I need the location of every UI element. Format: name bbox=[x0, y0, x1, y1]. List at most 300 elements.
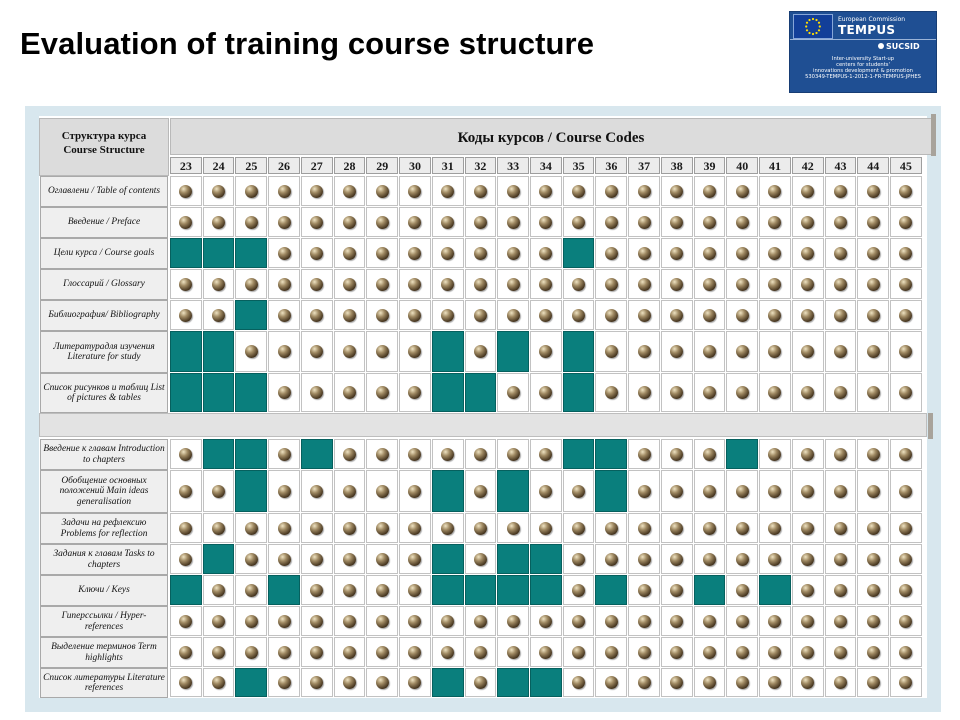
bullet-icon bbox=[801, 485, 814, 498]
bullet-icon bbox=[376, 615, 389, 628]
bullet-cell bbox=[694, 373, 726, 412]
row-label: Литературадля изучения Literature for study bbox=[40, 331, 168, 373]
teal-cell bbox=[563, 238, 595, 268]
bullet-icon bbox=[376, 522, 389, 535]
bullet-icon bbox=[310, 615, 323, 628]
bullet-cell bbox=[726, 373, 758, 412]
bullet-cell bbox=[497, 439, 529, 469]
bullet-cell bbox=[268, 606, 300, 636]
bullet-cell bbox=[792, 575, 824, 605]
teal-cell bbox=[595, 439, 627, 469]
bullet-icon bbox=[507, 216, 520, 229]
bullet-cell bbox=[170, 606, 202, 636]
bullet-cell bbox=[170, 668, 202, 697]
bullet-cell bbox=[825, 331, 857, 372]
teal-cell bbox=[595, 575, 627, 605]
bullet-cell bbox=[792, 238, 824, 268]
bullet-cell bbox=[301, 470, 333, 512]
bullet-cell bbox=[235, 269, 267, 299]
bullet-cell bbox=[825, 513, 857, 543]
bullet-cell bbox=[235, 544, 267, 574]
bullet-cell bbox=[465, 637, 497, 667]
bullet-icon bbox=[638, 309, 651, 322]
bullet-cell bbox=[825, 439, 857, 469]
bullet-icon bbox=[310, 522, 323, 535]
bullet-icon bbox=[376, 386, 389, 399]
bullet-cell bbox=[301, 269, 333, 299]
bullet-icon bbox=[179, 309, 192, 322]
bullet-cell bbox=[334, 373, 366, 412]
bullet-icon bbox=[539, 185, 552, 198]
bullet-icon bbox=[507, 448, 520, 461]
bullet-cell bbox=[890, 470, 922, 512]
teal-cell bbox=[170, 238, 202, 268]
bullet-cell bbox=[890, 238, 922, 268]
bullet-icon bbox=[278, 345, 291, 358]
bullet-cell bbox=[661, 637, 693, 667]
bullet-icon bbox=[376, 646, 389, 659]
bullet-icon bbox=[768, 247, 781, 260]
bullet-icon bbox=[605, 553, 618, 566]
bullet-cell bbox=[334, 300, 366, 330]
bullet-icon bbox=[278, 386, 291, 399]
bullet-icon bbox=[310, 247, 323, 260]
bullet-icon bbox=[408, 584, 421, 597]
bullet-cell bbox=[530, 269, 562, 299]
bullet-cell bbox=[334, 331, 366, 372]
bullet-cell bbox=[595, 513, 627, 543]
bullet-icon bbox=[834, 386, 847, 399]
bullet-cell bbox=[203, 668, 235, 697]
bullet-cell bbox=[628, 176, 660, 206]
bullet-icon bbox=[343, 345, 356, 358]
tempus-logo bbox=[789, 11, 937, 93]
bullet-cell bbox=[530, 606, 562, 636]
bullet-cell bbox=[334, 470, 366, 512]
teal-cell bbox=[268, 575, 300, 605]
bullet-cell bbox=[628, 207, 660, 237]
bullet-icon bbox=[867, 553, 880, 566]
bullet-icon bbox=[245, 553, 258, 566]
bullet-cell bbox=[726, 176, 758, 206]
bullet-icon bbox=[212, 485, 225, 498]
bullet-icon bbox=[376, 247, 389, 260]
bullet-cell bbox=[170, 470, 202, 512]
teal-cell bbox=[432, 373, 464, 412]
bullet-cell bbox=[726, 637, 758, 667]
bullet-icon bbox=[670, 485, 683, 498]
bullet-icon bbox=[867, 386, 880, 399]
logo-sucsid-text: SUCSID bbox=[886, 42, 920, 51]
bullet-icon bbox=[768, 553, 781, 566]
bullet-cell bbox=[366, 439, 398, 469]
bullet-icon bbox=[638, 345, 651, 358]
bullet-cell bbox=[857, 269, 889, 299]
bullet-icon bbox=[376, 676, 389, 689]
teal-cell bbox=[465, 373, 497, 412]
bullet-cell bbox=[563, 668, 595, 697]
bullet-icon bbox=[605, 386, 618, 399]
bullet-cell bbox=[170, 207, 202, 237]
bullet-icon bbox=[801, 309, 814, 322]
bullet-icon bbox=[408, 278, 421, 291]
bullet-cell bbox=[366, 668, 398, 697]
bullet-cell bbox=[170, 544, 202, 574]
bullet-cell bbox=[563, 606, 595, 636]
bullet-icon bbox=[736, 584, 749, 597]
bullet-icon bbox=[376, 448, 389, 461]
bullet-icon bbox=[605, 247, 618, 260]
bullet-icon bbox=[376, 345, 389, 358]
bullet-cell bbox=[497, 238, 529, 268]
bullet-cell bbox=[170, 513, 202, 543]
bullet-icon bbox=[408, 553, 421, 566]
logo-line: innovations development & promotion bbox=[813, 68, 913, 74]
bullet-cell bbox=[563, 513, 595, 543]
bullet-cell bbox=[563, 176, 595, 206]
bullet-cell bbox=[334, 668, 366, 697]
bullet-cell bbox=[301, 176, 333, 206]
bullet-cell bbox=[301, 373, 333, 412]
bullet-cell bbox=[268, 207, 300, 237]
slide-title: Evaluation of training course structure bbox=[20, 26, 595, 61]
bullet-cell bbox=[694, 176, 726, 206]
bullet-cell bbox=[726, 544, 758, 574]
bullet-icon bbox=[703, 185, 716, 198]
bullet-icon bbox=[638, 247, 651, 260]
teal-cell bbox=[203, 331, 235, 372]
bullet-cell bbox=[203, 269, 235, 299]
bullet-icon bbox=[343, 448, 356, 461]
bullet-icon bbox=[768, 646, 781, 659]
bullet-icon bbox=[801, 278, 814, 291]
bullet-cell bbox=[661, 207, 693, 237]
teal-cell bbox=[530, 575, 562, 605]
bullet-cell bbox=[399, 575, 431, 605]
bullet-icon bbox=[572, 185, 585, 198]
bullet-icon bbox=[212, 216, 225, 229]
bullet-icon bbox=[736, 216, 749, 229]
bullet-cell bbox=[857, 637, 889, 667]
course-code: 42 bbox=[792, 157, 824, 174]
bullet-cell bbox=[825, 176, 857, 206]
bullet-icon bbox=[343, 646, 356, 659]
bullet-icon bbox=[179, 676, 192, 689]
row-label: Цели курса / Course goals bbox=[40, 238, 168, 269]
bullet-icon bbox=[507, 309, 520, 322]
bullet-icon bbox=[408, 646, 421, 659]
bullet-icon bbox=[343, 185, 356, 198]
bullet-icon bbox=[539, 615, 552, 628]
bullet-icon bbox=[899, 185, 912, 198]
bullet-icon bbox=[670, 386, 683, 399]
sucsid-mark-icon bbox=[878, 43, 884, 49]
bullet-cell bbox=[661, 668, 693, 697]
bullet-cell bbox=[694, 331, 726, 372]
course-code: 36 bbox=[595, 157, 627, 174]
teal-cell bbox=[235, 470, 267, 512]
bullet-icon bbox=[867, 309, 880, 322]
bullet-icon bbox=[539, 522, 552, 535]
bullet-cell bbox=[857, 207, 889, 237]
bullet-cell bbox=[465, 606, 497, 636]
teal-cell bbox=[432, 544, 464, 574]
bullet-icon bbox=[441, 448, 454, 461]
bullet-cell bbox=[857, 668, 889, 697]
bullet-cell bbox=[792, 176, 824, 206]
bullet-icon bbox=[278, 278, 291, 291]
bullet-icon bbox=[670, 278, 683, 291]
bullet-cell bbox=[759, 513, 791, 543]
bullet-icon bbox=[834, 615, 847, 628]
bullet-cell bbox=[857, 544, 889, 574]
course-code: 41 bbox=[759, 157, 791, 174]
bullet-cell bbox=[334, 269, 366, 299]
bullet-cell bbox=[857, 575, 889, 605]
bullet-icon bbox=[539, 448, 552, 461]
bullet-cell bbox=[857, 606, 889, 636]
bullet-cell bbox=[301, 575, 333, 605]
teal-cell bbox=[563, 439, 595, 469]
bullet-icon bbox=[703, 216, 716, 229]
bullet-icon bbox=[638, 584, 651, 597]
bullet-icon bbox=[670, 615, 683, 628]
bullet-icon bbox=[572, 584, 585, 597]
bullet-icon bbox=[343, 522, 356, 535]
bullet-icon bbox=[638, 278, 651, 291]
bullet-cell bbox=[694, 300, 726, 330]
bullet-icon bbox=[605, 345, 618, 358]
bullet-cell bbox=[759, 668, 791, 697]
bullet-cell bbox=[366, 176, 398, 206]
bullet-icon bbox=[768, 309, 781, 322]
bullet-icon bbox=[703, 386, 716, 399]
bullet-icon bbox=[474, 345, 487, 358]
teal-cell bbox=[759, 575, 791, 605]
bullet-icon bbox=[376, 216, 389, 229]
teal-cell bbox=[432, 668, 464, 697]
bullet-icon bbox=[245, 615, 258, 628]
bullet-icon bbox=[474, 615, 487, 628]
bullet-cell bbox=[465, 544, 497, 574]
bullet-cell bbox=[628, 470, 660, 512]
bullet-cell bbox=[694, 207, 726, 237]
teal-cell bbox=[235, 439, 267, 469]
bullet-icon bbox=[179, 646, 192, 659]
bullet-cell bbox=[759, 269, 791, 299]
row-label: Список рисунков и таблиц List of pictures & tables bbox=[40, 373, 168, 413]
bullet-cell bbox=[825, 238, 857, 268]
bullet-icon bbox=[310, 345, 323, 358]
bullet-cell bbox=[694, 470, 726, 512]
bullet-icon bbox=[703, 485, 716, 498]
bullet-icon bbox=[736, 646, 749, 659]
teal-cell bbox=[530, 668, 562, 697]
bullet-icon bbox=[768, 448, 781, 461]
bullet-cell bbox=[399, 207, 431, 237]
bullet-cell bbox=[268, 668, 300, 697]
bullet-icon bbox=[768, 522, 781, 535]
bullet-cell bbox=[203, 606, 235, 636]
bullet-icon bbox=[605, 278, 618, 291]
teal-cell bbox=[301, 439, 333, 469]
bullet-icon bbox=[343, 485, 356, 498]
bullet-icon bbox=[834, 247, 847, 260]
bullet-icon bbox=[867, 345, 880, 358]
bullet-cell bbox=[661, 544, 693, 574]
bullet-icon bbox=[474, 448, 487, 461]
bullet-icon bbox=[899, 386, 912, 399]
bullet-cell bbox=[235, 331, 267, 372]
teal-cell bbox=[497, 331, 529, 372]
bullet-icon bbox=[212, 522, 225, 535]
bullet-cell bbox=[301, 606, 333, 636]
bullet-cell bbox=[563, 300, 595, 330]
bullet-icon bbox=[245, 278, 258, 291]
teal-cell bbox=[497, 575, 529, 605]
bullet-icon bbox=[474, 676, 487, 689]
bullet-cell bbox=[497, 373, 529, 412]
bullet-cell bbox=[857, 373, 889, 412]
table-edge bbox=[931, 114, 936, 156]
bullet-icon bbox=[278, 485, 291, 498]
bullet-cell bbox=[366, 470, 398, 512]
teal-cell bbox=[694, 575, 726, 605]
bullet-cell bbox=[595, 207, 627, 237]
bullet-cell bbox=[235, 575, 267, 605]
bullet-icon bbox=[768, 615, 781, 628]
bullet-cell bbox=[595, 300, 627, 330]
bullet-icon bbox=[441, 646, 454, 659]
row-label: Задачи на рефлексию Problems for reflection bbox=[40, 513, 168, 544]
bullet-icon bbox=[638, 185, 651, 198]
bullet-cell bbox=[432, 269, 464, 299]
bullet-cell bbox=[366, 575, 398, 605]
bullet-icon bbox=[801, 646, 814, 659]
bullet-cell bbox=[268, 470, 300, 512]
bullet-cell bbox=[759, 207, 791, 237]
bullet-cell bbox=[399, 470, 431, 512]
bullet-icon bbox=[768, 278, 781, 291]
bullet-icon bbox=[474, 247, 487, 260]
bullet-icon bbox=[801, 615, 814, 628]
course-code: 34 bbox=[530, 157, 562, 174]
bullet-icon bbox=[278, 522, 291, 535]
teal-cell bbox=[170, 373, 202, 412]
row-label: Обобщение основных положений Main ideas generalisation bbox=[40, 470, 168, 513]
bullet-cell bbox=[726, 238, 758, 268]
bullet-icon bbox=[441, 309, 454, 322]
bullet-cell bbox=[759, 238, 791, 268]
bullet-icon bbox=[539, 278, 552, 291]
bullet-cell bbox=[399, 544, 431, 574]
bullet-cell bbox=[203, 207, 235, 237]
bullet-cell bbox=[759, 470, 791, 512]
bullet-icon bbox=[605, 216, 618, 229]
bullet-icon bbox=[736, 386, 749, 399]
bullet-cell bbox=[857, 331, 889, 372]
bullet-cell bbox=[661, 470, 693, 512]
bullet-icon bbox=[801, 584, 814, 597]
bullet-cell bbox=[792, 439, 824, 469]
bullet-cell bbox=[399, 637, 431, 667]
bullet-icon bbox=[179, 448, 192, 461]
course-code: 40 bbox=[726, 157, 758, 174]
bullet-icon bbox=[834, 485, 847, 498]
bullet-cell bbox=[792, 373, 824, 412]
bullet-cell bbox=[432, 300, 464, 330]
course-code: 28 bbox=[334, 157, 366, 174]
bullet-icon bbox=[834, 448, 847, 461]
bullet-cell bbox=[334, 544, 366, 574]
bullet-cell bbox=[235, 513, 267, 543]
bullet-cell bbox=[366, 207, 398, 237]
bullet-icon bbox=[867, 646, 880, 659]
bullet-icon bbox=[310, 676, 323, 689]
bullet-icon bbox=[638, 485, 651, 498]
bullet-icon bbox=[638, 615, 651, 628]
teal-cell bbox=[235, 300, 267, 330]
bullet-cell bbox=[726, 470, 758, 512]
bullet-icon bbox=[834, 584, 847, 597]
bullet-cell bbox=[530, 439, 562, 469]
bullet-cell bbox=[595, 373, 627, 412]
bullet-cell bbox=[890, 439, 922, 469]
row-label: Библиография/ Bibliography bbox=[40, 300, 168, 331]
bullet-cell bbox=[890, 575, 922, 605]
bullet-icon bbox=[736, 676, 749, 689]
teal-cell bbox=[432, 331, 464, 372]
bullet-icon bbox=[867, 185, 880, 198]
bullet-cell bbox=[530, 300, 562, 330]
course-code: 43 bbox=[825, 157, 857, 174]
bullet-cell bbox=[759, 300, 791, 330]
bullet-cell bbox=[530, 637, 562, 667]
bullet-cell bbox=[497, 300, 529, 330]
bullet-icon bbox=[507, 522, 520, 535]
bullet-icon bbox=[539, 485, 552, 498]
course-code: 39 bbox=[694, 157, 726, 174]
bullet-icon bbox=[179, 615, 192, 628]
bullet-icon bbox=[572, 615, 585, 628]
bullet-icon bbox=[572, 485, 585, 498]
bullet-cell bbox=[203, 470, 235, 512]
bullet-icon bbox=[245, 584, 258, 597]
bullet-icon bbox=[212, 185, 225, 198]
bullet-cell bbox=[628, 637, 660, 667]
bullet-icon bbox=[834, 278, 847, 291]
bullet-cell bbox=[170, 176, 202, 206]
bullet-icon bbox=[278, 553, 291, 566]
bullet-cell bbox=[366, 300, 398, 330]
bullet-cell bbox=[268, 637, 300, 667]
bullet-icon bbox=[507, 185, 520, 198]
row-label: Ключи / Keys bbox=[40, 575, 168, 606]
bullet-cell bbox=[465, 269, 497, 299]
bullet-cell bbox=[465, 238, 497, 268]
bullet-cell bbox=[857, 439, 889, 469]
bullet-cell bbox=[301, 238, 333, 268]
bullet-cell bbox=[334, 207, 366, 237]
logo-line: Inter-university Start-up bbox=[831, 56, 895, 62]
bullet-cell bbox=[399, 606, 431, 636]
bullet-icon bbox=[703, 676, 716, 689]
bullet-icon bbox=[703, 278, 716, 291]
bullet-icon bbox=[605, 522, 618, 535]
bullet-cell bbox=[465, 470, 497, 512]
bullet-icon bbox=[539, 247, 552, 260]
bullet-icon bbox=[670, 522, 683, 535]
